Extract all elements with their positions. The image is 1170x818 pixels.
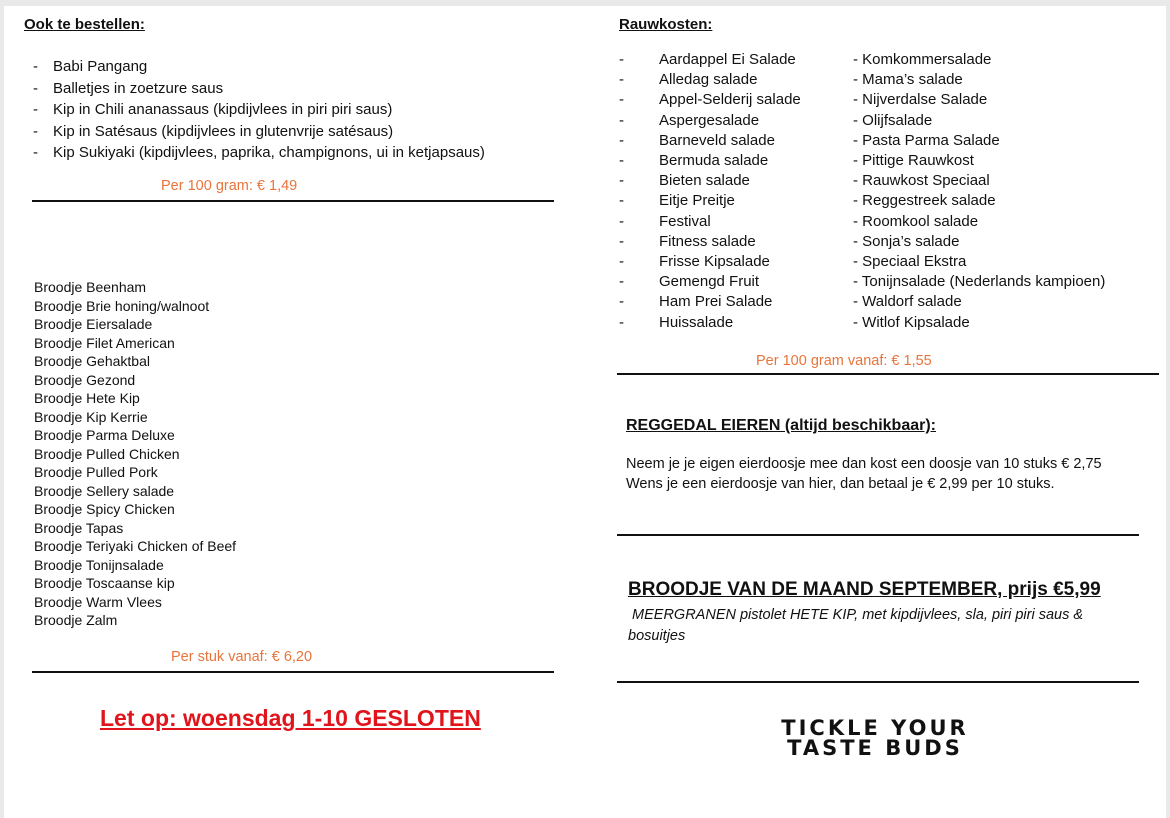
list-item: - Balletjes in zoetzure saus <box>33 79 224 97</box>
list-item: Broodje Brie honing/walnoot <box>34 297 210 314</box>
menu-page <box>4 6 1166 818</box>
ook-te-bestellen-price: Per 100 gram: € 1,49 <box>161 178 298 194</box>
list-item: Broodje Pulled Pork <box>34 464 158 480</box>
list-item: - Alledag salade <box>619 71 758 89</box>
list-item: Broodje Sellery salade <box>34 482 175 499</box>
list-item: - Pittige Rauwkost <box>853 152 974 170</box>
eieren-line: Neem je je eigen eierdoosje mee dan kost een doosje van 10 stuks € 2,75 <box>626 456 1102 472</box>
ook-te-bestellen-list <box>33 56 485 164</box>
list-item: - Kip in Satésaus (kipdijvlees in glutenvrije satésaus) <box>33 122 394 140</box>
divider <box>617 681 1139 683</box>
rauwkosten-list-col2 <box>853 50 1105 333</box>
list-item: - Babi Pangang <box>33 58 148 75</box>
list-item: - Ham Prei Salade <box>619 293 773 311</box>
broodje-van-de-maand-heading: BROODJE VAN DE MAAND SEPTEMBER, prijs €5,99 <box>628 579 1101 600</box>
list-item: - Witlof Kipsalade <box>853 313 970 331</box>
list-item: Broodje Hete Kip <box>34 390 140 406</box>
list-item: - Pasta Parma Salade <box>853 131 1000 149</box>
closed-notice: Let op: woensdag 1-10 GESLOTEN <box>100 705 481 731</box>
list-item: Broodje Gehaktbal <box>34 353 150 369</box>
list-item: - Huissalade <box>619 313 734 331</box>
list-item: - Aardappel Ei Salade <box>619 51 796 68</box>
eieren-heading: REGGEDAL EIEREN (altijd beschikbaar): <box>626 417 936 434</box>
list-item: - Aspergesalade <box>619 111 760 129</box>
divider <box>32 200 554 202</box>
list-item: - Nijverdalse Salade <box>853 91 988 109</box>
list-item: - Tonijnsalade (Nederlands kampioen) <box>853 273 1106 291</box>
list-item: - Olijfsalade <box>853 111 933 129</box>
list-item: - Speciaal Ekstra <box>853 253 967 271</box>
rauwkosten-heading: Rauwkosten: <box>619 16 713 33</box>
list-item: Broodje Teriyaki Chicken of Beef <box>34 538 237 554</box>
list-item: Broodje Kip Kerrie <box>34 408 148 425</box>
list-item: Broodje Parma Deluxe <box>34 427 175 443</box>
list-item: - Kip Sukiyaki (kipdijvlees, paprika, champignons, ui in ketjapsaus) <box>33 144 485 162</box>
tagline-line: TICKLE YOUR <box>781 716 969 740</box>
ook-te-bestellen-heading: Ook te bestellen: <box>24 16 145 33</box>
list-item: - Komkommersalade <box>853 51 992 68</box>
list-item: - Frisse Kipsalade <box>619 253 770 271</box>
list-item: - Mama’s salade <box>853 71 963 89</box>
list-item: - Eitje Preitje <box>619 192 735 210</box>
broodjes-price: Per stuk vanaf: € 6,20 <box>171 649 313 665</box>
list-item: Broodje Filet American <box>34 334 175 351</box>
divider <box>617 373 1159 375</box>
rauwkosten-list-col1 <box>619 50 801 333</box>
list-item: - Appel-Selderij salade <box>619 91 801 109</box>
list-item: - Kip in Chili ananassaus (kipdijvlees in piri piri saus) <box>33 101 393 119</box>
divider <box>32 671 554 673</box>
list-item: Broodje Tapas <box>34 519 124 536</box>
list-item: Broodje Spicy Chicken <box>34 501 175 517</box>
list-item: - Festival <box>619 212 711 230</box>
list-item: - Sonja’s salade <box>853 232 960 250</box>
list-item: Broodje Gezond <box>34 371 136 388</box>
tagline-line: TASTE BUDS <box>787 736 963 760</box>
list-item: - Rauwkost Speciaal <box>853 172 990 190</box>
list-item: - Bieten salade <box>619 172 750 190</box>
rauwkosten-price: Per 100 gram vanaf: € 1,55 <box>756 353 932 369</box>
list-item: Broodje Pulled Chicken <box>34 445 180 462</box>
list-item: - Barneveld salade <box>619 131 775 149</box>
list-item: - Reggestreek salade <box>853 192 996 210</box>
list-item: - Gemengd Fruit <box>619 273 760 291</box>
list-item: Broodje Toscaanse kip <box>34 575 175 591</box>
list-item: - Waldorf salade <box>853 293 962 311</box>
list-item: Broodje Eiersalade <box>34 316 153 332</box>
divider <box>617 534 1139 536</box>
list-item: Broodje Tonijnsalade <box>34 556 164 573</box>
list-item: Broodje Beenham <box>34 279 147 295</box>
eieren-line: Wens je een eierdoosje van hier, dan betaal je € 2,99 per 10 stuks. <box>626 476 1055 492</box>
list-item: - Roomkool salade <box>853 212 979 230</box>
broodjes-list <box>34 278 236 630</box>
list-item: - Fitness salade <box>619 232 756 250</box>
list-item: - Bermuda salade <box>619 152 769 170</box>
list-item: Broodje Zalm <box>34 612 118 628</box>
tagline <box>739 718 1011 758</box>
eieren-text <box>626 454 1102 494</box>
list-item: Broodje Warm Vlees <box>34 593 162 610</box>
broodje-van-de-maand-text: MEERGRANEN pistolet HETE KIP, met kipdijvlees, sla, piri piri saus & bosuitjes <box>628 607 1088 644</box>
